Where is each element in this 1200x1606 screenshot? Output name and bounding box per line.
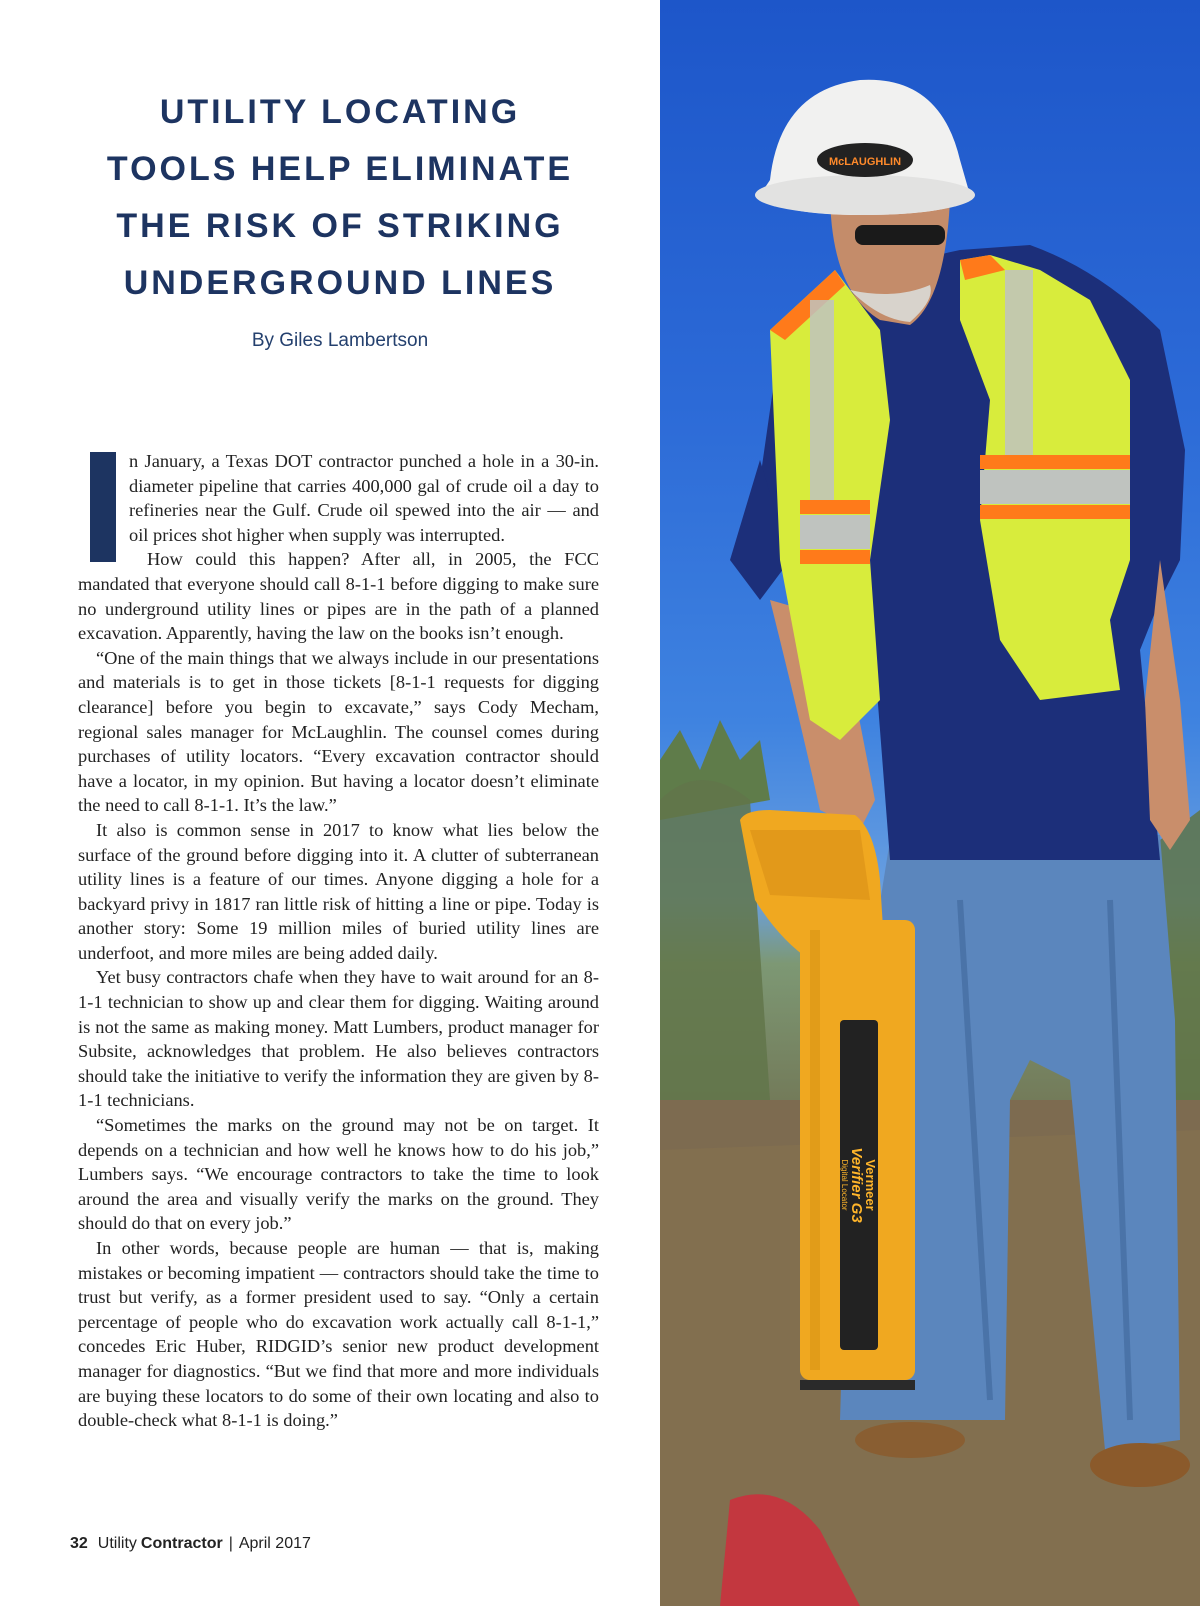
helmet-logo-text: McLAUGHLIN xyxy=(828,156,902,168)
paragraph-3: “One of the main things that we always include in our presentations and materials is to get in those tickets [8-1-1 requests for digging clearance] before you begin to excavate,” says Cody Mecham, regional sales manager for McLaughlin. The counsel comes during purchases of utility locators. “Every excavation contractor should have a locator, in my opinion. But having a locator doesn’t eliminate the need to call 8-1-1. It’s the law.” xyxy=(78,647,599,816)
vest-reflective-strip xyxy=(800,515,870,549)
locator-model: Verifier G3 xyxy=(848,1147,865,1223)
page-number: 32 xyxy=(70,1535,88,1552)
boot-right xyxy=(1090,1443,1190,1487)
paragraph-1: n January, a Texas DOT contractor punched a hole in a 30-in. diameter pipeline that carries 400,000 gal of crude oil a day to refineries near the Gulf. Crude oil spewed into the air — and oil prices shot higher when supply was interrupted. xyxy=(129,451,599,545)
boot-left xyxy=(855,1422,965,1458)
footer-separator: | xyxy=(228,1535,233,1552)
magazine-name-utility: Utility xyxy=(97,1535,137,1552)
article-body xyxy=(78,449,599,1433)
paragraph-4: It also is common sense in 2017 to know what lies below the surface of the ground before digging into it. A clutter of subterranean utility lines is a feature of our times. Anyone digging a hole for a backyard privy in 1817 ran little risk of hitting a line or pipe. Today is another story: Some 19 million miles of buried utility lines are underfoot, and more miles are being added daily. xyxy=(78,819,599,963)
drop-cap xyxy=(90,452,116,562)
paragraph-5: Yet busy contractors chafe when they have to wait around for an 8-1-1 technician to show up and clear them for digging. Waiting around is not the same as making money. Matt Lumbers, product manager for Subsite, acknowledges that problem. He also believes contractors should take the initiative to verify the information they are given by 8-1-1 technicians. xyxy=(78,967,599,1111)
title-line-1: UTILITY LOCATING xyxy=(159,93,521,131)
locator-subtitle: Digital Locator xyxy=(840,1159,849,1211)
worker-photo-illustration xyxy=(660,0,1200,1606)
paragraph-6: “Sometimes the marks on the ground may not be on target. It depends on a technician and how well he knows how to do his job,” Lumbers says. “We encourage contractors to take the time to look around the area and visually verify the marks on the ground. They should do that on every job.” xyxy=(78,1115,599,1234)
title-line-3: THE RISK OF STRIKING xyxy=(116,207,564,245)
article-title xyxy=(60,84,620,312)
magazine-name-contractor: Contractor xyxy=(140,1535,223,1552)
paragraph-7: In other words, because people are human — that is, making mistakes or becoming impatient — contractors should take the time to trust but verify, as a former president used to say. “Only a certain percentage of people who do excavation work actually call 8-1-1,” concedes Eric Huber, RIDGID’s senior new product development manager for diagnostics. “But we find that more and more individuals are buying these locators to do some of their own locating and also to double-check what 8-1-1 is doing.” xyxy=(78,1238,599,1431)
title-line-2: TOOLS HELP ELIMINATE xyxy=(106,150,574,188)
paragraph-2: How could this happen? After all, in 2005, the FCC mandated that everyone should call 8-1-1 before digging to make sure no underground utility lines or pipes are in the path of a planned excavation. Apparently, having the law on the books isn’t enough. xyxy=(78,549,599,644)
locator-brand: Vermeer xyxy=(863,1159,878,1211)
worker-photo xyxy=(660,0,1200,1606)
sunglasses xyxy=(855,225,945,245)
page-footer xyxy=(70,1535,311,1553)
issue-date: April 2017 xyxy=(238,1535,311,1552)
byline: By Giles Lambertson xyxy=(251,330,429,351)
title-line-4: UNDERGROUND LINES xyxy=(123,264,557,302)
drop-cap-letter xyxy=(90,452,91,453)
